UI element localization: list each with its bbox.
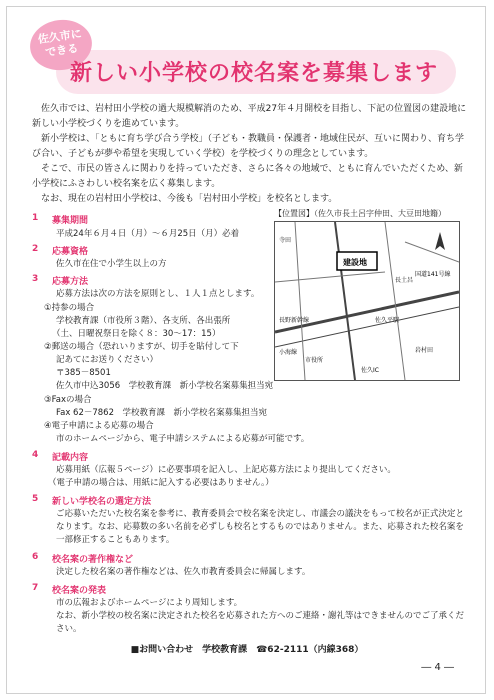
road-secondary [385,222,405,380]
location-map-drawing [275,222,459,380]
section-3-heading: 応募方法 [52,277,89,287]
method-4-heading: ④電子申請による応募の場合 [44,421,154,431]
location-map [274,221,460,381]
intro-text [32,102,468,207]
contact-info: ■お問い合わせ 学校教育課 ☎62-2111（内線368） [130,645,364,655]
section-7-number: 7 [32,583,39,593]
road-east [405,242,459,262]
badge-line-2: できる [44,41,80,60]
map-label: 市役所 [305,357,324,364]
road-north-south [335,222,355,380]
construction-site-label: 建設地 [343,258,367,267]
map-label: 長土呂 [395,277,414,284]
method-4-line-1: 市のホームページから、電子申請システムによる応募が可能です。 [56,434,310,444]
section-4-body-1: 応募用紙（広報５ページ）に必要事項を記入し、上記応募方法により提出してください。 [56,465,396,475]
section-3-number: 3 [32,274,39,284]
badge-line-1: 佐久市に [37,27,83,47]
section-1-body: 平成24年６月４日（月）～６月25日（月）必着 [56,229,240,239]
intro-paragraph: 佐久市では、岩村田小学校の過大規模解消のため、平成27年４月開校を目指し、下記の位置図の建設地に新しい小学校づくりを進めています。 [32,104,467,129]
map-label: 寺田 [279,237,292,244]
section-3-body: 応募方法は次の方法を原則とし、１人１点とします。 [56,289,260,299]
page-title: 新しい小学校の校名案を募集します [70,61,439,86]
section-5-body: ご応募いただいた校名案を参考に、教育委員会で校名案を決定し、市議会の議決をもって校名が正式決定となります。なお、応募数の多い名前を必ずしも校名とするものではありません。また、応募された校名案を一部修正することもあります。 [56,509,465,545]
intro-paragraph: 新小学校は、「ともに育ち学び合う学校」（子ども・教職員・保護者・地域住民が、互いに関わり、育ち学び合い、子どもが夢や希望を実現していく学校）を学校づくりの理念としています。 [32,134,465,159]
intro-paragraph: そこで、市民の皆さんに関わりを持っていただき、さらに各々の地域で、ともに育んでいただくため、新小学校にふさわしい校名案を広く募集します。 [32,164,463,189]
method-2-heading: ②郵送の場合（恐れいりますが、切手を貼付して下 [44,342,239,352]
section-7-body-1: 市の広報およびホームページにより周知します。 [56,598,243,608]
intro-paragraph: なお、現在の岩村田小学校は、今後も「岩村田小学校」を校名とします。 [41,194,338,204]
method-1-line-2: （土、日曜祝祭日を除く８：30～17：15） [52,329,221,339]
section-7-heading: 校名案の発表 [52,586,107,596]
section-1-number: 1 [32,213,39,223]
road-main [275,292,459,332]
section-7-body-2: なお、新小学校の校名案に決定された校名を応募された方へのご連絡・謝礼等はできませんのでご了承ください。 [56,611,465,634]
map-label: 長野新幹線 [279,317,310,324]
section-4-body-2: （電子申請の場合は、用紙に記入する必要はありません。） [48,478,274,488]
map-label: 小海線 [279,349,298,356]
road-cross [275,272,385,282]
section-6-number: 6 [32,552,39,562]
road-west [295,222,305,380]
map-label: 岩村田 [415,347,434,354]
section-6-body: 決定した校名案の著作権などは、佐久市教育委員会に帰属します。 [56,567,311,577]
method-2-line-2: 佐久市中込3056 学校教育課 新小学校名案募集担当宛 [56,381,274,391]
section-4-heading: 記載内容 [52,453,89,463]
section-2-number: 2 [32,244,39,254]
map-label: 国道141号線 [415,271,451,278]
map-label: 佐久IC [361,367,379,374]
method-2-line-1: 〒385－8501 [56,368,111,378]
section-1-heading: 募集期間 [52,216,89,226]
north-arrow-icon [435,232,445,250]
map-label: 佐久平駅 [375,317,400,324]
method-1-heading: ①持参の場合 [44,303,95,313]
method-1-line-1: 学校教育課（市役所３階）、各支所、各出張所 [56,316,231,326]
section-2-body: 佐久市在住で小学生以上の方 [56,259,167,269]
page-number: ― 4 ― [421,662,454,673]
section-4-number: 4 [32,450,39,460]
method-3-heading: ③Faxの場合 [44,395,92,405]
map-caption: 【位置図】（佐久市長土呂字仲田、大豆田地籍） [274,209,446,218]
section-2-heading: 応募資格 [52,247,89,257]
section-6-heading: 校名案の著作権など [52,555,134,565]
section-5-number: 5 [32,494,39,504]
section-5-heading: 新しい学校名の選定方法 [52,497,152,507]
method-3-line-1: Fax 62－7862 学校教育課 新小学校名案募集担当宛 [56,408,267,418]
method-2-heading-2: 記あてにお送りください） [56,355,159,365]
